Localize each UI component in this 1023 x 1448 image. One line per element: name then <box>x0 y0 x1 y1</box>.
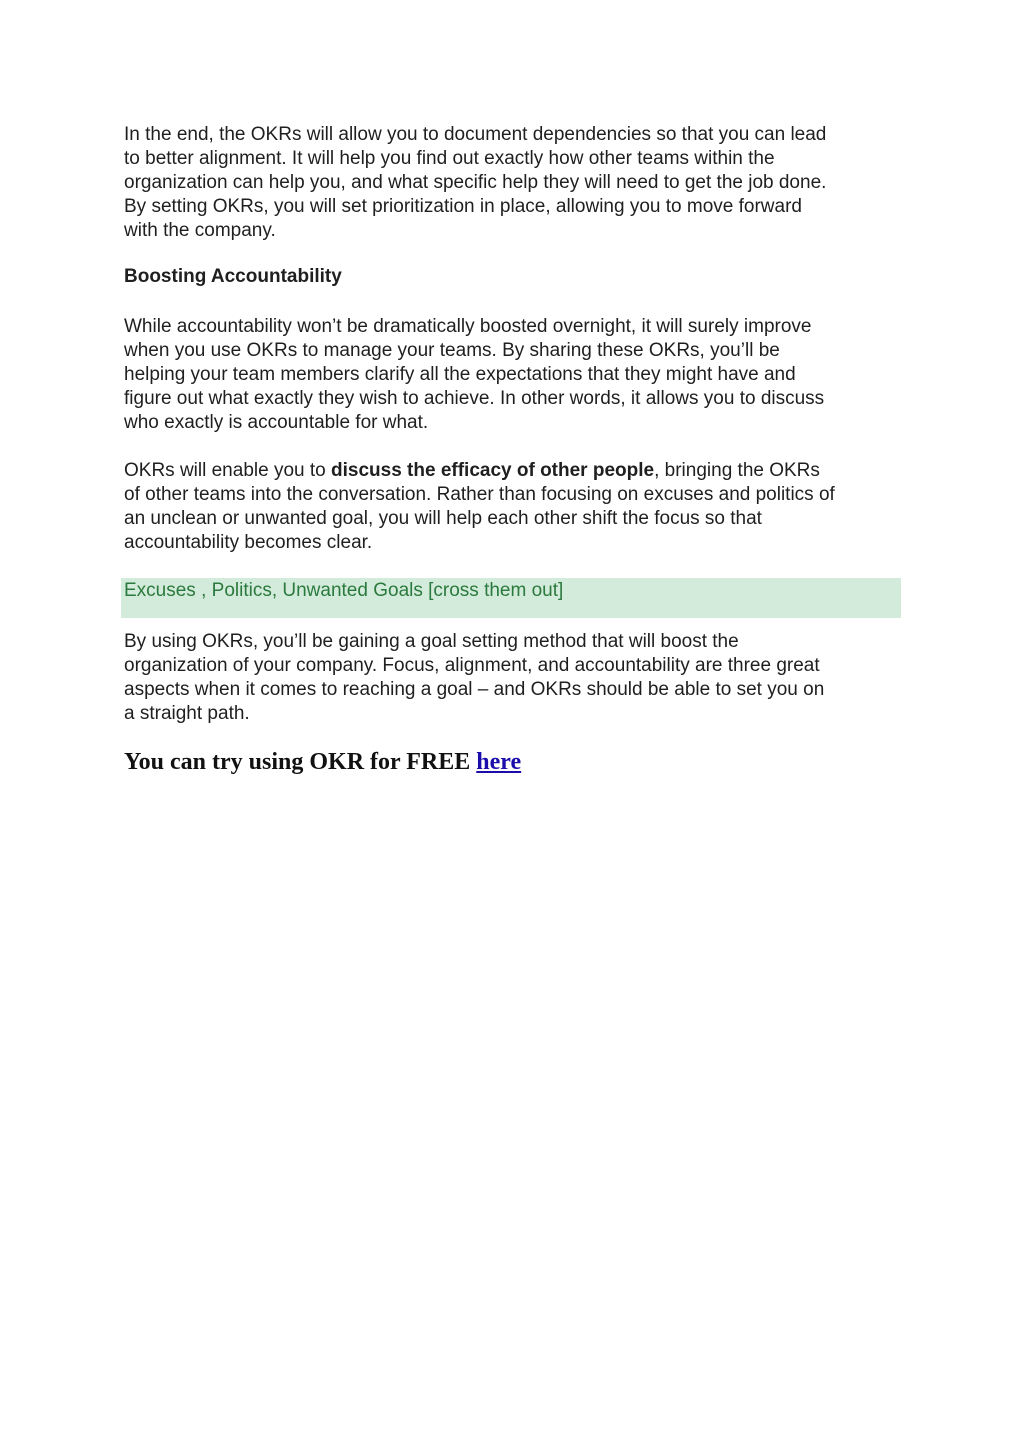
paragraph-conclusion: By using OKRs, you’ll be gaining a goal setting method that will boost the organization of your company. Focus, alignment, and accountability are three great aspects when it comes to reaching a goal – and OKRs should be able to set you on a straight path. <box>124 631 825 724</box>
highlight-box <box>121 578 901 618</box>
paragraph-dependencies: In the end, the OKRs will allow you to document dependencies so that you can lead to better alignment. It will help you find out exactly how other teams within the organization can help you, and what specific help they will need to get the job done. By setting OKRs, you will set prioritization in place, allowing you to move forward with the company. <box>124 124 827 241</box>
paragraph-efficacy-before: OKRs will enable you to <box>124 460 331 481</box>
here-link[interactable]: here <box>476 749 522 775</box>
document-content <box>124 123 902 777</box>
paragraph-efficacy <box>124 459 902 555</box>
paragraph-efficacy-after: , bringing the OKRs of other teams into the conversation. Rather than focusing on excuses and politics of an unclean or unwanted goal, you will help each other shift the focus so that accountability becomes clear. <box>124 460 835 553</box>
call-to-action <box>124 747 902 777</box>
highlight-box-text: Excuses , Politics, Unwanted Goals [cross them out] <box>124 580 564 601</box>
section-heading-boosting-accountability: Boosting Accountability <box>124 266 342 287</box>
paragraph-accountability: While accountability won’t be dramatically boosted overnight, it will surely improve when you use OKRs to manage your teams. By sharing these OKRs, you’ll be helping your team members clarify all the expectations that they might have and figure out what exactly they wish to achieve. In other words, it allows you to discuss who exactly is accountable for what. <box>124 316 825 433</box>
call-to-action-text: You can try using OKR for FREE <box>124 749 477 775</box>
paragraph-efficacy-bold: discuss the efficacy of other people <box>331 460 655 481</box>
